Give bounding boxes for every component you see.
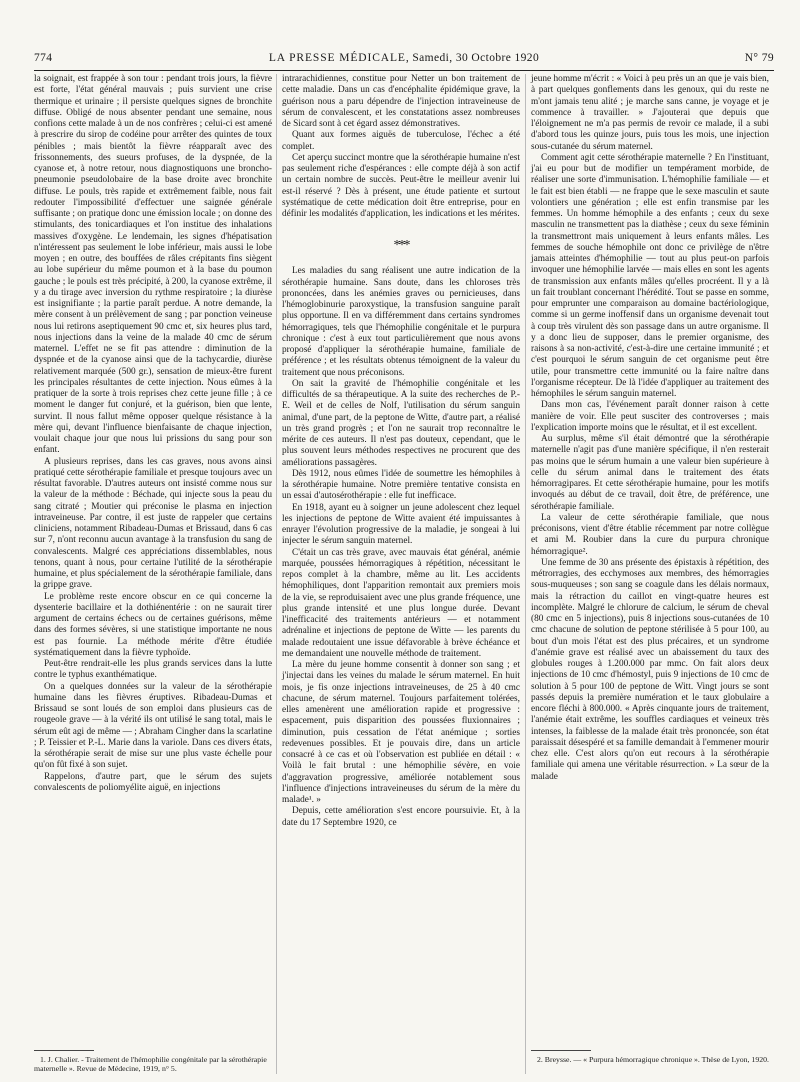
paragraph: Depuis, cette amélioration s'est encore poursuivie. Et, à la date du 17 Septembre 1920, ce	[282, 806, 520, 828]
column-1	[34, 74, 272, 794]
paragraph: Peut-être rendrait-elle les plus grands services dans la lutte contre le typhus exanthématique.	[34, 659, 272, 681]
column-3	[531, 74, 769, 783]
column-2	[282, 74, 520, 829]
paragraph: la soignait, est frappée à son tour : pendant trois jours, la fièvre est forte, l'état général mauvais ; puis survient une crise thermique et urinaire ; il persiste quelques signes de bronchite diffuse. Obligé de nous absenter pendant une semaine, nous confions cette malade à un de nos confrères ; celui-ci est amené à prescrire du sirop de codéine pour arrêter des quintes de toux pénibles ; mais bientôt la fièvre réapparaît avec des frissonnements, des sueurs profuses, de la dyspnée, de la cyanose et, à notre retour, nous diagnostiquons une broncho-pneumonie pseudolobaire de la base droite avec bronchite diffuse. Le pouls, très rapide et extrêmement faible, nous fait redouter l'impossibilité d'effectuer une saignée générale suffisante ; on pratique donc une émission locale ; on donne des stimulants, des tonicardiaques et l'on institue des inhalations massives d'oxygène. Le lendemain, les signes d'hépatisation n'intéressent pas seulement le lobe inférieur, mais aussi le lobe moyen ; en outre, des bouffées de râles crépitants fins siègent au lobe supérieur du même poumon et à la base du poumon gauche ; le pouls est très précipité, à 200, la cyanose extrême, il y a du tirage avec inversion du rythme respiratoire ; la diurèse est insignifiante ; la partie paraît perdue. A notre demande, la mère consent à un prélèvement de sang ; par ponction veineuse nous lui retirons aseptiquement 90 cmc et, six heures plus tard, nous injections dans la veine de la malade 40 cmc de sérum maternel. L'effet ne se fit pas attendre : diminution de la dyspnée et de la cyanose ainsi que de la tachycardie, diurèse relativement marquée (500 gr.), sensation de mieux-être furent les principales résultantes de cette injection. Nous eûmes à la pratiquer de la sorte à trois reprises chez cette jeune fille ; à ce moment le danger fut conjuré, et la guérison, bien que lente, survint. Il nous fallut même opposer quelque résistance à la mère qui, devant l'influence bienfaisante de chaque injection, voulait chaque jour que nous lui prissions du sang pour son enfant.	[34, 74, 272, 456]
paragraph: jeune homme m'écrit : « Voici à peu près un an que je vais bien, à part quelques gonflements dans les genoux, qui du reste ne m'ont jamais tenu alité ; je marche sans canne, je voyage et je commence à travailler. » J'ajouterai que depuis que l'éloignement ne m'a pas permis de revoir ce malade, il a subi d'abord tous les quinze jours, puis tous les mois, une injection sous-cutanée du sérum maternel.	[531, 74, 769, 152]
paragraph: Comment agit cette sérothérapie maternelle ? En l'instituant, j'ai eu pour but de modifier un tempérament morbide, de réaliser une sorte d'immunisation. L'hémophilie familiale — et le fait est bien établi — ne frappe que le sexe masculin et saute volontiers une génération ; elle est enfin transmise par les femmes. Un homme hémophile a des enfants ; ceux du sexe masculin ne transmettent pas la diathèse ; ceux du sexe féminin la transmettront mais uniquement à leurs enfants mâles. Les femmes de souche hémophile ont donc ce privilège de n'être jamais atteintes d'hémophilie — tout au plus peut-on parfois invoquer une hémophilie larvée — mais elles en sont les agents de transmission aux enfants mâles qu'elles procréent. Il y a là un fait troublant concernant l'hérédité. Tout se passe en somme, pour emprunter une comparaison au domaine bactériologique, comme si un germe inoffensif dans un organisme devenait tout à coup très virulent dès son passage dans un autre organisme. Il y a donc lieu de supposer, dans le premier organisme, des raisons à sa non-activité, c'est-à-dire une certaine immunité ; et c'est pourquoi le sérum sanguin de cet organisme peut être utile, pour transmettre cette immunité ou la faire naître dans l'organisme récepteur. De là l'idée d'appliquer au traitement des hémophiles le sérum sanguin maternel.	[531, 152, 769, 399]
paragraph: Dès 1912, nous eûmes l'idée de soumettre les hémophiles à la sérothérapie humaine. Notre première tentative consista en un essai d'autosérothérapie : elle fut inefficace.	[282, 468, 520, 502]
header-rule	[34, 70, 774, 71]
column-divider	[276, 74, 277, 1074]
page-number: 774	[34, 52, 53, 64]
journal-title	[34, 52, 774, 64]
paragraph: La mère du jeune homme consentit à donner son sang ; et j'injectai dans les veines du malade le sérum maternel. En huit mois, je fis onze injections intraveineuses, de 25 à 40 cmc chacune, de sérum maternel. Toujours parfaitement tolérées, elles amenèrent une amélioration rapide et progressive : espacement, puis disparition des poussées fluxionnaires ; diminution, puis cessation de l'état anémique ; sorties redevenues possibles. Et je pouvais dire, dans un article consacré à ce cas et où l'observation est publiée en détail : « Voilà le fait brutal : une hémophilie sévère, en voie d'aggravation progressive, améliorée notablement sous l'influence d'injections intraveineuses du sérum de la mère du malade¹. »	[282, 660, 520, 805]
paragraph: Les maladies du sang réalisent une autre indication de la sérothérapie humaine. Sans doute, dans les chloroses très prononcées, dans les anémies graves ou pernicieuses, dans l'hémoglobinurie paroxystique, la transfusion sanguine paraît plus opportune. Il en va différemment dans certains syndromes hémorragiques, tels que l'hémophilie congénitale et le purpura chronique : c'est à eux tout particulièrement que nous avons proposé d'appliquer la sérothérapie humaine, familiale de préférence ; et les résultats obtenus témoignent de la valeur du traitement que nous préconisons.	[282, 266, 520, 378]
issue-date: , Samedi, 30 Octobre 1920	[405, 52, 540, 64]
footnote-2: 2. Breysse. — « Purpura hémorragique chronique ». Thèse de Lyon, 1920.	[537, 1055, 769, 1064]
paragraph: On a quelques données sur la valeur de la sérothérapie humaine dans les fièvres éruptives. Ribadeau-Dumas et Brissaud se sont loués de son emploi dans plusieurs cas de rougeole grave — à la vérité ils ont utilisé le sang total, mais le sérum eût agi de même — ; Abraham Cingher dans la scarlatine ; P. Teissier et P.-L. Marie dans la variole. Dans ces divers états, la sérothérapie serait de mise sur une plus vaste échelle pour qu'on fût fixé à son sujet.	[34, 681, 272, 771]
paragraph: Rappelons, d'autre part, que le sérum des sujets convalescents de poliomyélite aiguë, en injections	[34, 771, 272, 793]
footnote-1: 1. J. Chalier. - Traitement de l'hémophilie congénitale par la sérothérapie maternelle ». Revue de Médecine, 1919, n° 5.	[34, 1055, 267, 1074]
paragraph: Quant aux formes aiguës de tuberculose, l'échec a été complet.	[282, 130, 520, 152]
footnote-rule	[531, 1050, 591, 1051]
paragraph: A plusieurs reprises, dans les cas graves, nous avons ainsi pratiqué cette sérothérapie familiale et presque toujours avec un résultat favorable. D'autres auteurs ont insisté comme nous sur la valeur de la méthode : Béchade, qui injecte sous la peau du sang citraté ; Moutier qui préconise le plasma en injection intraveineuse. Par contre, il est juste de rappeler que certains cliniciens, notamment Ribadeau-Dumas et Brissaud, dans 6 cas sur 7, n'ont reconnu aucun avantage à la transfusion du sang de convalescents. Malgré ces appréciations dissemblables, nous tenons, quant à nous, pour certaine l'utilité de la sérothérapie humaine, et plus spécialement de la sérothérapie familiale, dans la grippe grave.	[34, 456, 272, 591]
paragraph: C'était un cas très grave, avec mauvais état général, anémie marquée, poussées hémorragiques à répétition, nécessitant le repos complet à la chambre, même au lit. Les accidents hémophiliques, dont l'apparition remontait aux premiers mois de la vie, se reproduisaient avec une plus grande fréquence, une plus grande intensité et une plus longue durée. Devant l'inefficacité des traitements antérieurs — et notamment adrénaline et injections de peptone de Witte — les parents du malade redoutaient une issue défavorable à brève échéance et me demandaient une nouvelle méthode de traitement.	[282, 547, 520, 659]
paragraph: Une femme de 30 ans présente des épistaxis à répétition, des métrorragies, des ecchymoses aux membres, des hémorragies sous-muqueuses ; son sang se coagule dans les délais normaux, mais la rétraction du caillot en vingt-quatre heures est incomplète. Malgré le chlorure de calcium, le sérum de cheval (80 cmc en 5 injections), puis 8 injections sous-cutanées de 10 cmc chacune de solution de peptone stérilisée à 5 pour 100, au bout d'un mois l'état est des plus précaires, et un syndrome d'anémie grave est réalisé avec un abaissement du taux des globules rouges à 1.200.000 par mmc. On fait alors deux injections de 10 cmc d'hémostyl, puis 9 injections de 10 cmc de solution à 5 pour 100 de peptone de Witt. Vingt jours se sont passés depuis la première numération et le taux globulaire a encore fléchi à 800.000. « Après cinquante jours de traitement, l'anémie était extrême, les souffles cardiaques et veineux très intenses, la faiblesse de la malade était très prononcée, son état paraissait désespéré et sa famille demandait à l'emmener mourir chez elle. C'est alors qu'on eut recours à la sérothérapie familiale qui amena une véritable résurrection. » La sœur de la malade	[531, 557, 769, 782]
section-separator: ***	[393, 238, 409, 254]
paragraph: Le problème reste encore obscur en ce qui concerne la dysenterie bacillaire et la dothiénentérie : on ne saurait tirer argument de certains échecs ou de certaines guérisons, même dans des formes sévères, si une statistique importante ne nous est pas fournie. La méthode mérite d'être étudiée systématiquement dans la fièvre typhoïde.	[34, 591, 272, 658]
issue-number: N° 79	[744, 52, 774, 64]
page-header	[34, 52, 774, 68]
footnote-rule	[34, 1050, 94, 1051]
paragraph: Dans mon cas, l'événement paraît donner raison à cette manière de voir. Elle peut susciter des controverses ; mais l'explication importe moins que le résultat, et il est excellent.	[531, 400, 769, 433]
paragraph: intrarachidiennes, constitue pour Netter un bon traitement de cette maladie. Dans un cas d'encéphalite épidémique grave, la guérison nous a paru dépendre de l'injection intraveineuse de sérum de convalescent, et les constatations assez nombreuses de Sicard sont à cet égard assez démonstratives.	[282, 74, 520, 129]
footnote-block-1	[34, 1044, 272, 1073]
footnote-block-2	[531, 1044, 769, 1064]
paragraph: La valeur de cette sérothérapie familiale, que nous préconisons, vient d'être établie récemment par notre collègue et ami M. Roubier dans la cure du purpura chronique hémorragique².	[531, 512, 769, 557]
paragraph: On sait la gravité de l'hémophilie congénitale et les difficultés de sa thérapeutique. A la suite des recherches de P.-E. Weil et de celles de Nolf, l'utilisation du sérum sanguin animal, d'une part, de la peptone de Witte, d'autre part, a réalisé un très grand progrès ; et l'on ne saurait trop reconnaître le mérite de ces auteurs. Il n'est pas douteux, cependant, que le plus souvent leurs méthodes respectives ne procurent que des améliorations passagères.	[282, 378, 520, 468]
column-divider	[525, 74, 526, 1074]
paragraph: En 1918, ayant eu à soigner un jeune adolescent chez lequel les injections de peptone de Witte avaient été impuissantes à enrayer l'évolution progressive de la maladie, je songeai à lui injecter le sérum sanguin maternel.	[282, 502, 520, 547]
paragraph: Au surplus, même s'il était démontré que la sérothérapie maternelle n'agit pas d'une manière spécifique, il n'en resterait pas moins que le sérum humain a une valeur bien supérieure à celle du sérum animal dans le traitement des états hémorragipares. Et cette sérothérapie humaine, pour les motifs invoqués au début de ce travail, doit être, de préférence, une sérothérapie familiale.	[531, 434, 769, 512]
masthead: LA PRESSE MÉDICALE	[268, 52, 406, 64]
paragraph: Cet aperçu succinct montre que la sérothérapie humaine n'est pas seulement riche d'espérances : elle compte déjà à son actif un certain nombre de succès. Peut-être le meilleur avenir lui est-il réservé ? Dès à présent, une étude patiente et surtout systématique de cette médication doit être entreprise, pour en définir les modalités d'application, les indications et les mérites.	[282, 152, 520, 219]
